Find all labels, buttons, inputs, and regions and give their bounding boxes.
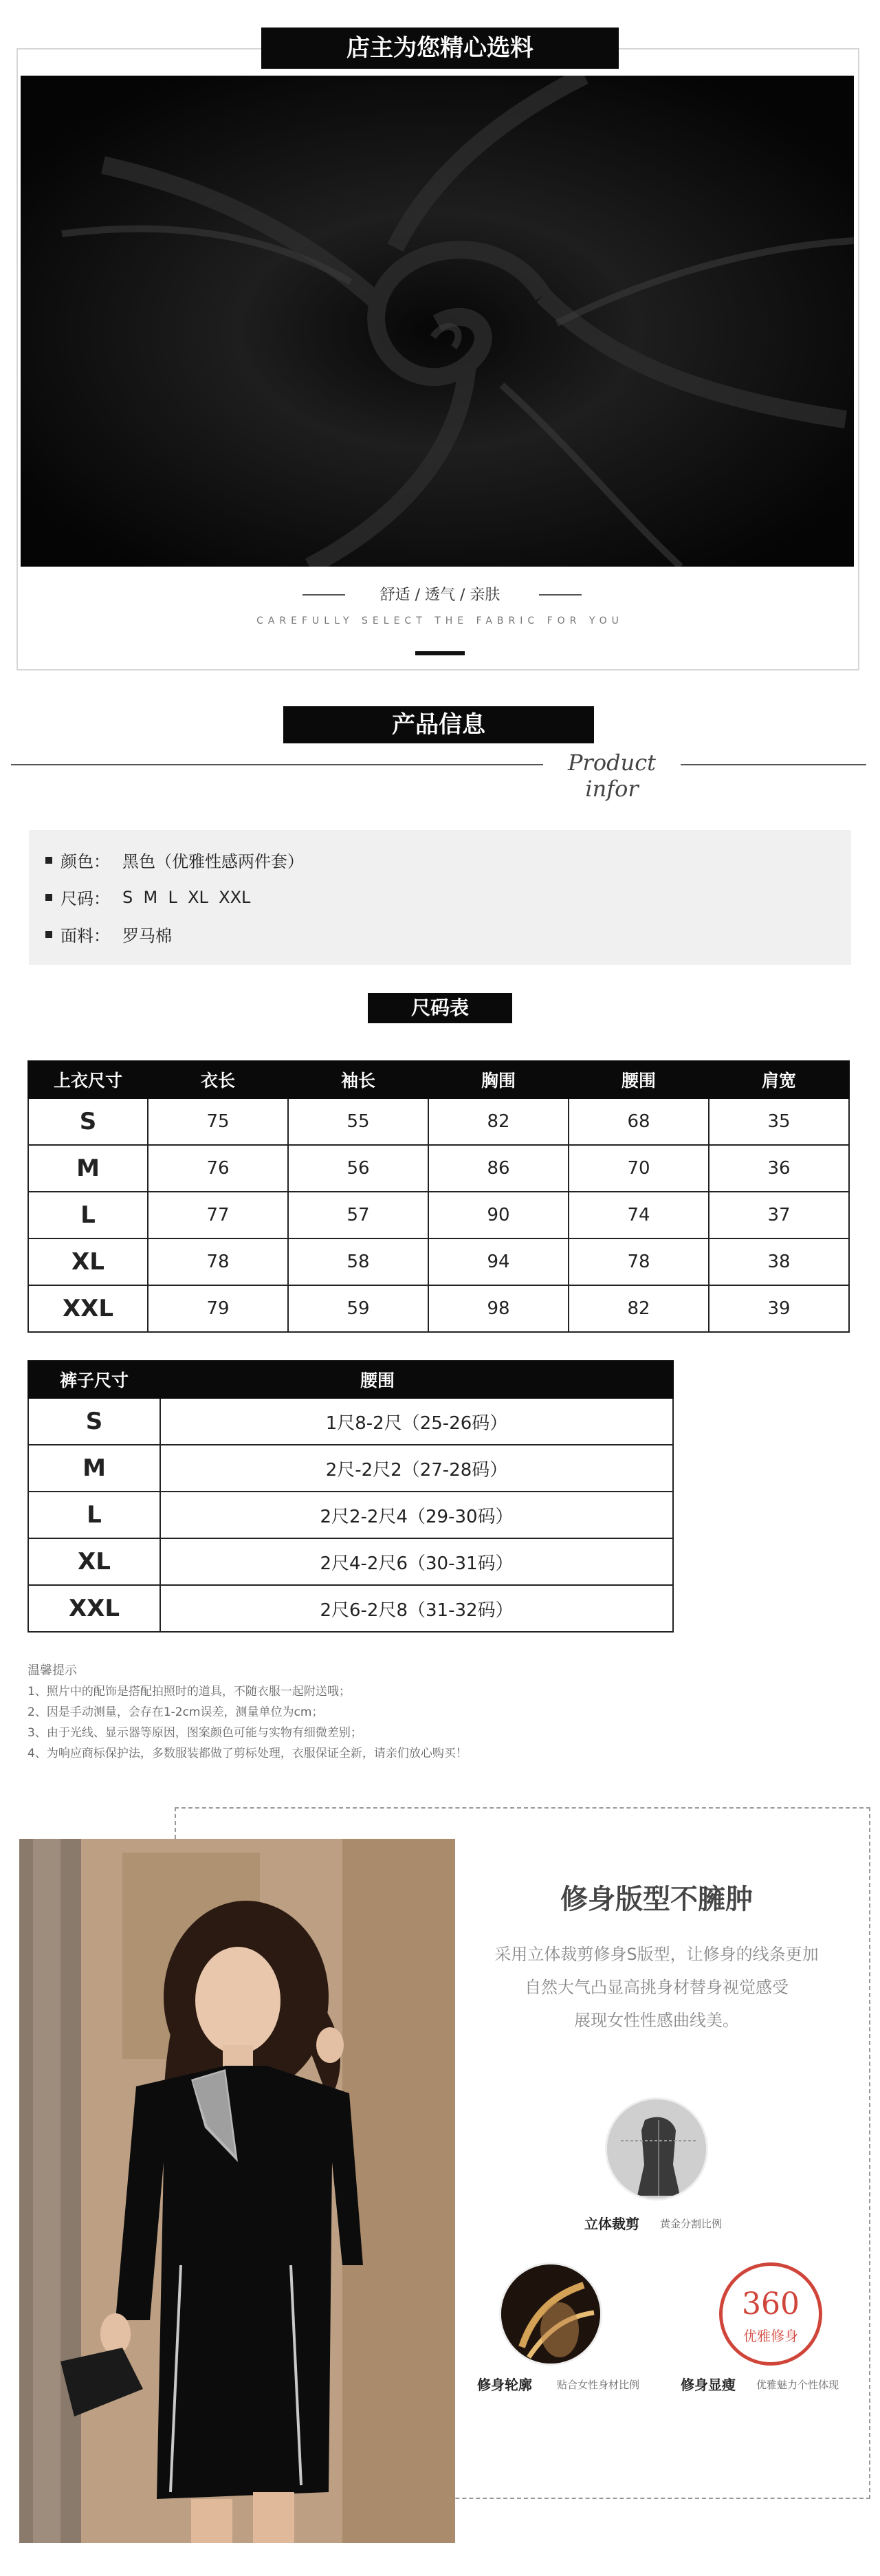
table-cell: XXL — [28, 1585, 160, 1632]
table-cell: 75 — [148, 1098, 288, 1145]
info-value: 黑色（优雅性感两件套） — [122, 852, 304, 871]
table-header: 胸围 — [428, 1061, 569, 1098]
table-row — [28, 1492, 673, 1538]
table-row — [28, 1398, 673, 1445]
table-header: 肩宽 — [709, 1061, 849, 1098]
table-cell: S — [28, 1098, 148, 1145]
table-header: 袖长 — [288, 1061, 428, 1098]
table-header: 衣长 — [148, 1061, 288, 1098]
notes-item: 2、因是手动测量，会存在1-2cm误差，测量单位为cm； — [28, 1705, 324, 1719]
table-cell: 77 — [148, 1192, 288, 1238]
table-row — [28, 1538, 673, 1585]
table-cell: 2尺-2尺2（27-28码） — [160, 1445, 673, 1492]
table-cell: 78 — [569, 1238, 709, 1285]
table-cell: 56 — [288, 1145, 428, 1192]
info-label: 颜色： — [60, 852, 110, 871]
table-cell: 36 — [709, 1145, 849, 1192]
body-contour-icon — [499, 2262, 602, 2366]
feature-desc-line: 自然大气凸显高挑身材替身视觉感受 — [525, 1978, 789, 1997]
notes-item: 1、照片中的配饰是搭配拍照时的道具，不随衣服一起附送哦； — [28, 1685, 351, 1699]
table-cell: XL — [28, 1238, 148, 1285]
table-row — [28, 1145, 849, 1192]
feature-sublabel: 贴合女性身材比例 — [557, 2379, 640, 2391]
table-cell: L — [28, 1492, 160, 1538]
fabric-subtitle: CAREFULLY SELECT THE FABRIC FOR YOU — [256, 615, 624, 626]
table-row — [28, 1445, 673, 1492]
table-cell: 59 — [288, 1285, 428, 1332]
table-header: 腰围 — [569, 1061, 709, 1098]
table-cell: 38 — [709, 1238, 849, 1285]
table-cell: S — [28, 1398, 160, 1445]
table-header: 上衣尺寸 — [28, 1061, 148, 1098]
badge-text: 优雅修身 — [743, 2328, 798, 2344]
feature-sublabel: 黄金分割比例 — [660, 2218, 723, 2230]
table-cell: 78 — [148, 1238, 288, 1285]
table-cell: 90 — [428, 1192, 569, 1238]
feature-sublabel: 优雅魅力个性体现 — [756, 2379, 839, 2391]
notes-block — [28, 1661, 852, 1764]
table-cell: 2尺6-2尺8（31-32码） — [160, 1585, 673, 1632]
fabric-image — [21, 76, 854, 567]
table-cell: 35 — [709, 1098, 849, 1145]
feature-label: 修身显瘦 — [681, 2377, 736, 2393]
notes-item: 3、由于光线、显示器等原因，图案颜色可能与实物有细微差别； — [28, 1726, 362, 1740]
notes-item: 4、为响应商标保护法，多数服装都做了剪标处理，衣服保证全新，请亲们放心购买！ — [28, 1747, 468, 1760]
model-photo — [19, 1839, 455, 2543]
info-rule-left — [11, 764, 543, 765]
table-cell: XL — [28, 1538, 160, 1585]
bullet — [45, 857, 52, 864]
feature-desc-line: 采用立体裁剪修身S版型，让修身的线条更加 — [494, 1945, 819, 1964]
table-cell: M — [28, 1445, 160, 1492]
table-cell: 70 — [569, 1145, 709, 1192]
notes-title: 温馨提示 — [28, 1663, 77, 1678]
table-cell: 58 — [288, 1238, 428, 1285]
info-row-size — [45, 885, 250, 909]
info-row-fabric — [45, 922, 172, 946]
feature-label: 修身轮廓 — [477, 2377, 532, 2393]
top-size-table — [28, 1060, 850, 1333]
table-cell: M — [28, 1145, 148, 1192]
table-cell: 74 — [569, 1192, 709, 1238]
tailoring-mannequin-icon — [605, 2097, 708, 2201]
product-info-script: Product infor — [568, 750, 656, 802]
table-cell: 1尺8-2尺（25-26码） — [160, 1398, 673, 1445]
table-cell: 76 — [148, 1145, 288, 1192]
table-row — [28, 1098, 849, 1145]
table-row — [28, 1285, 849, 1332]
fabric-accent-bar — [415, 651, 465, 655]
table-cell: 39 — [709, 1285, 849, 1332]
info-value: 罗马棉 — [122, 926, 172, 946]
table-row — [28, 1192, 849, 1238]
table-cell: 2尺2-2尺4（29-30码） — [160, 1492, 673, 1538]
bullet — [45, 894, 52, 901]
badge-number: 360 — [742, 2286, 800, 2322]
fabric-caption: 舒适 / 透气 / 亲肤 — [380, 587, 500, 604]
feature-label: 立体裁剪 — [584, 2216, 639, 2232]
caption-line-right — [539, 594, 582, 596]
table-cell: 68 — [569, 1098, 709, 1145]
table-header: 裤子尺寸 — [28, 1361, 160, 1398]
pants-size-table — [28, 1360, 674, 1633]
table-cell: 86 — [428, 1145, 569, 1192]
table-cell: 98 — [428, 1285, 569, 1332]
info-rule-right — [681, 764, 866, 765]
table-cell: 94 — [428, 1238, 569, 1285]
table-row — [28, 1238, 849, 1285]
table-cell: 79 — [148, 1285, 288, 1332]
feature-title: 修身版型不臃肿 — [560, 1884, 753, 1915]
feature-desc-line: 展现女性性感曲线美。 — [574, 2011, 739, 2030]
table-cell: L — [28, 1192, 148, 1238]
table-cell: 55 — [288, 1098, 428, 1145]
fabric-section-title: 店主为您精心选料 — [261, 28, 619, 69]
table-cell: 82 — [428, 1098, 569, 1145]
table-cell: 82 — [569, 1285, 709, 1332]
table-cell: 2尺4-2尺6（30-31码） — [160, 1538, 673, 1585]
table-header-row — [28, 1361, 673, 1398]
table-header-row — [28, 1061, 849, 1098]
table-cell: 57 — [288, 1192, 428, 1238]
size-chart-title: 尺码表 — [368, 993, 512, 1023]
table-cell: 37 — [709, 1192, 849, 1238]
table-header: 腰围 — [160, 1361, 673, 1398]
slimming-360-badge-icon — [719, 2262, 822, 2366]
info-row-color — [45, 848, 304, 872]
info-value: S M L XL XXL — [122, 887, 251, 907]
table-cell: XXL — [28, 1285, 148, 1332]
table-row — [28, 1585, 673, 1632]
bullet — [45, 931, 52, 938]
product-info-title: 产品信息 — [283, 706, 594, 743]
info-label: 尺码： — [60, 889, 110, 908]
product-info-panel — [29, 830, 851, 965]
info-label: 面料： — [60, 926, 110, 946]
